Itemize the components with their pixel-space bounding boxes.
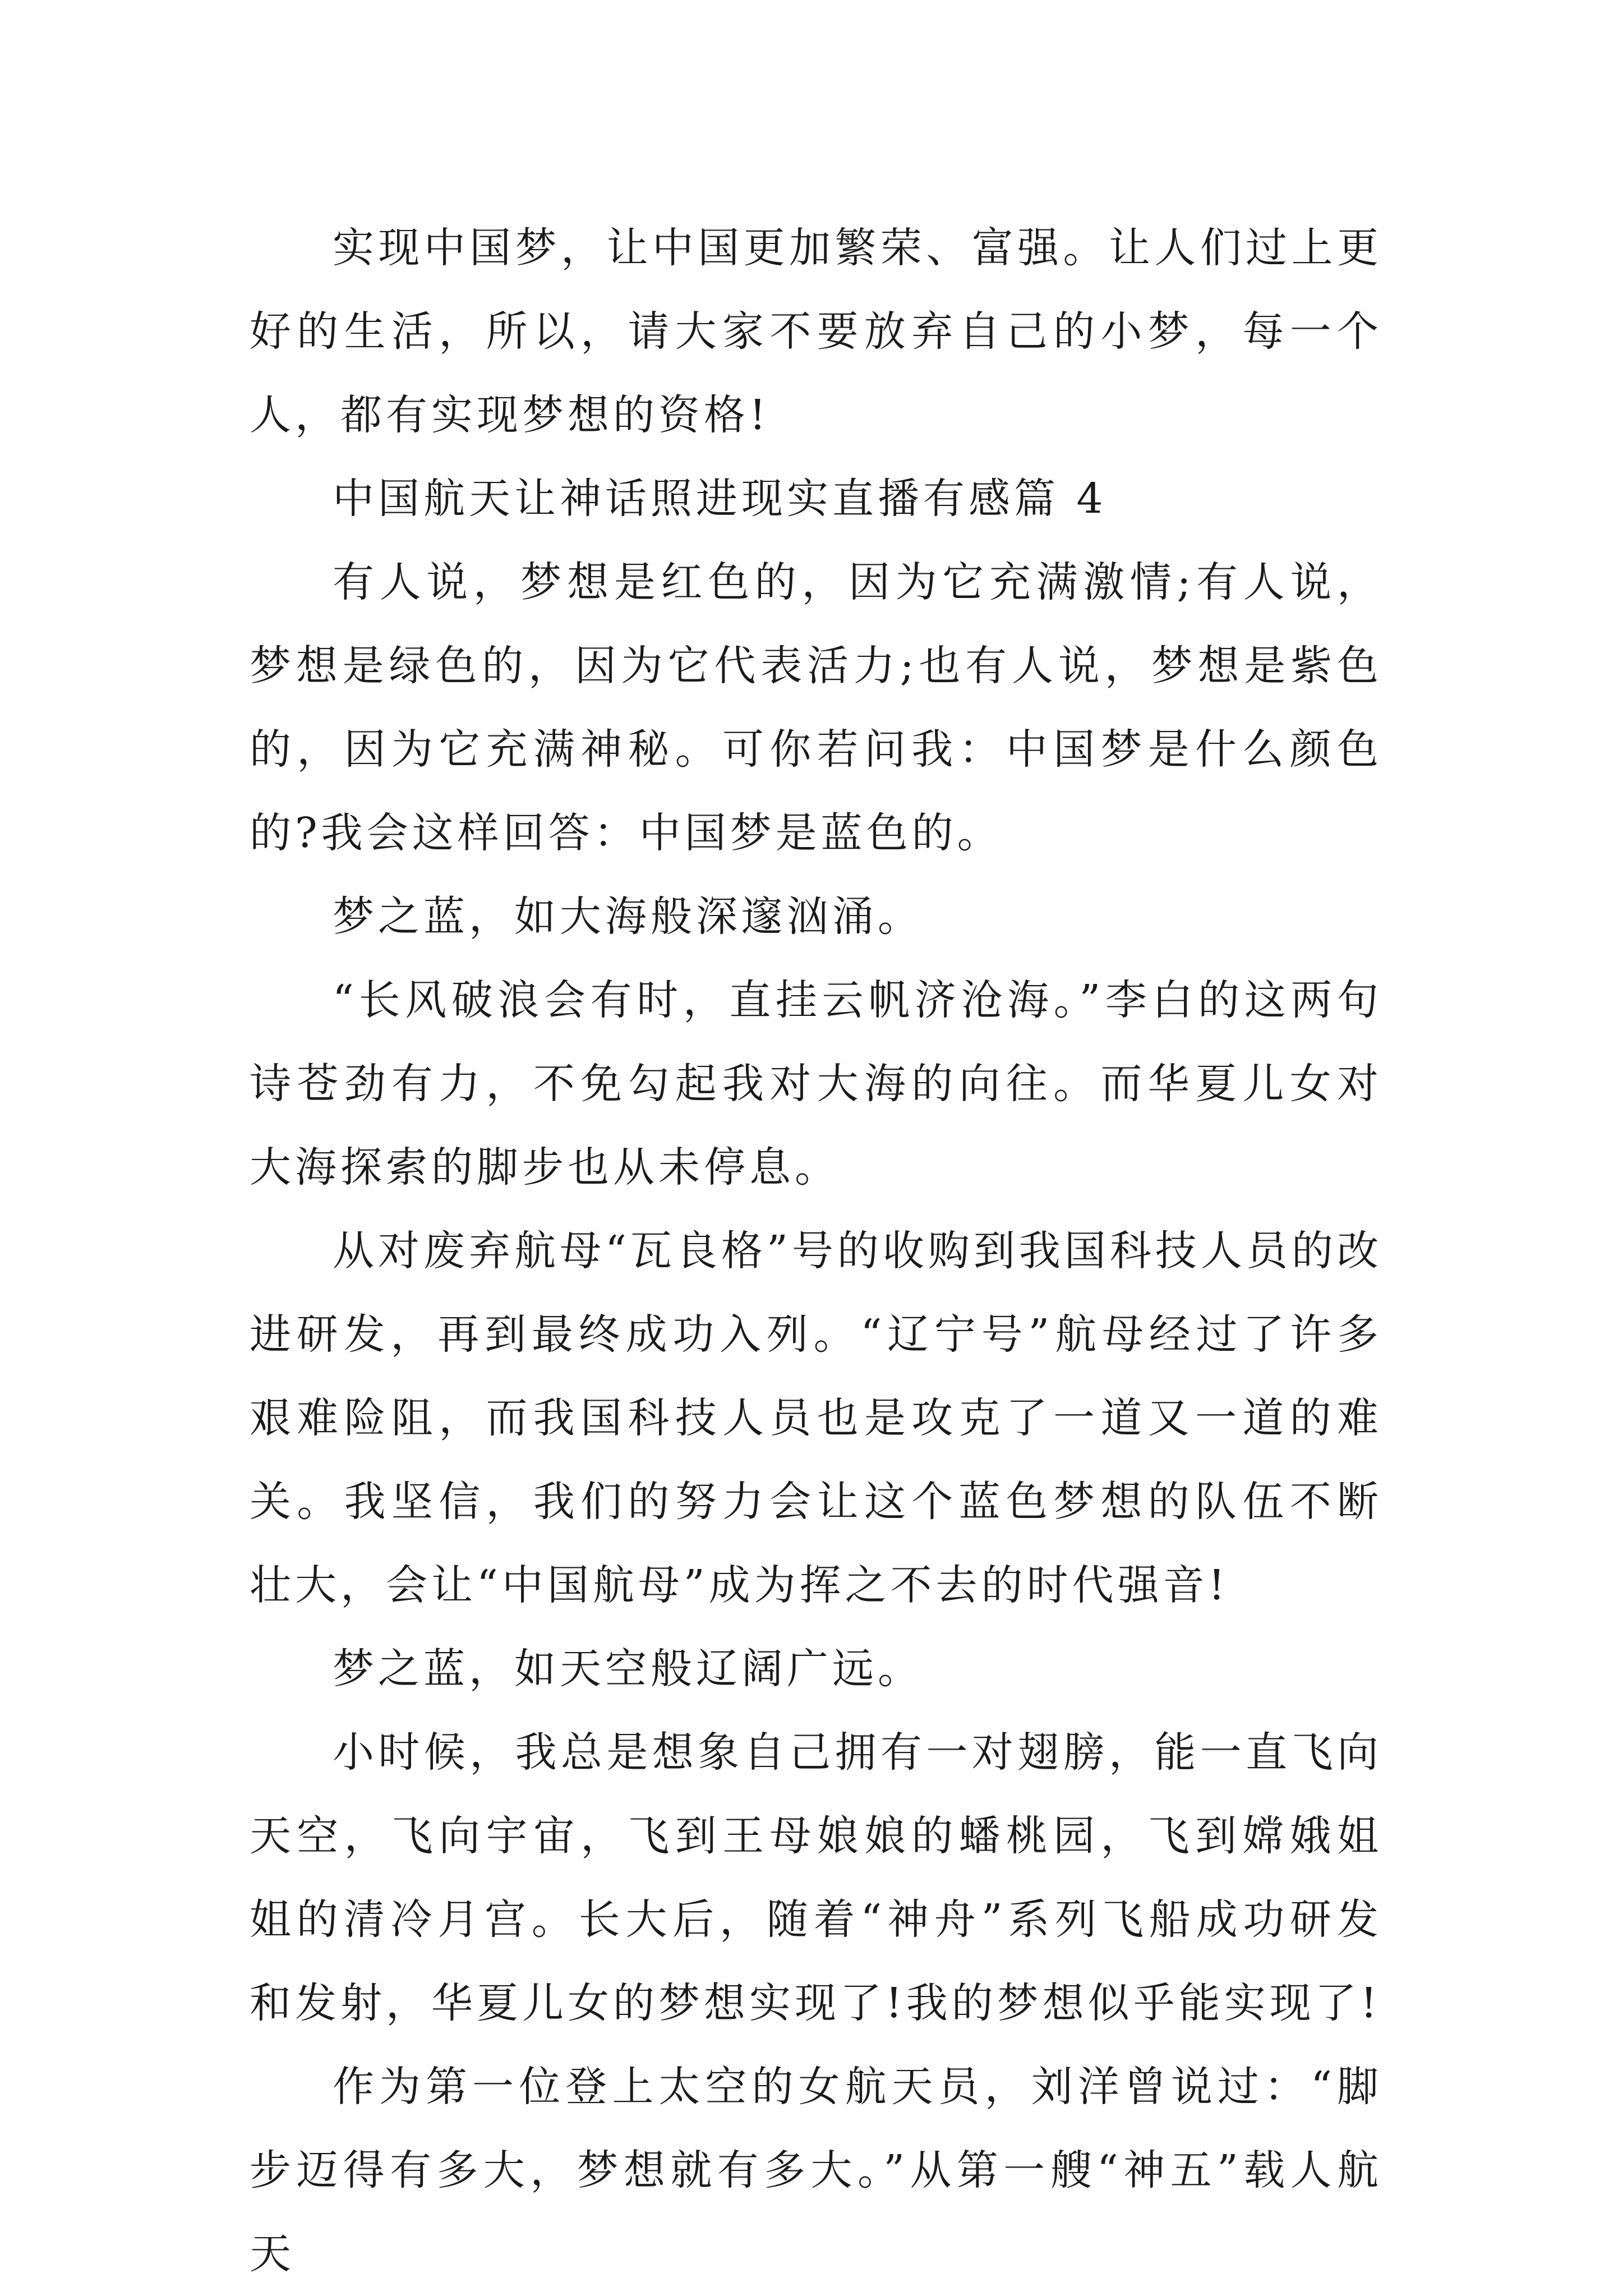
paragraph-dream-colors: 有人说，梦想是红色的，因为它充满激情;有人说，梦想是绿色的，因为它代表活力;也有人说，梦想是紫色的，因为它充满神秘。可你若问我：中国梦是什么颜色的?我会这样回答：中国梦是蓝色的。 (250, 558, 1382, 857)
paragraph-blue-sky: 梦之蓝，如天空般辽阔广远。 (333, 1645, 923, 1693)
document-body (250, 206, 1382, 2296)
section-heading: 中国航天让神话照进现实直播有感篇 4 (333, 475, 1107, 523)
paragraph-chinese-dream: 实现中国梦，让中国更加繁荣、富强。让人们过上更好的生活，所以，请大家不要放弃自己的小梦，每一个人，都有实现梦想的资格! (250, 224, 1382, 439)
paragraph-li-bai-poem: “长风破浪会有时，直挂云帆济沧海。”李白的这两句诗苍劲有力，不免勾起我对大海的向往。而华夏儿女对大海探索的脚步也从未停息。 (250, 976, 1382, 1191)
paragraph-aircraft-carrier: 从对废弃航母“瓦良格”号的收购到我国科技人员的改进研发，再到最终成功入列。“辽宁号”航母经过了许多艰难险阻，而我国科技人员也是攻克了一道又一道的难关。我坚信，我们的努力会让这个蓝色梦想的队伍不断壮大，会让“中国航母”成为挥之不去的时代强音! (250, 1227, 1382, 1609)
paragraph-blue-sea: 梦之蓝，如大海般深邃汹涌。 (333, 892, 923, 941)
paragraph-liu-yang-quote: 作为第一位登上太空的女航天员，刘洋曾说过：“脚步迈得有多大，梦想就有多大。”从第一艘“神五”载人航天 (250, 2063, 1382, 2278)
paragraph-childhood-dream: 小时候，我总是想象自己拥有一对翅膀，能一直飞向天空，飞向宇宙，飞到王母娘娘的蟠桃园，飞到嫦娥姐姐的清冷月宫。长大后，随着“神舟”系列飞船成功研发和发射，华夏儿女的梦想实现了!我的梦想似乎能实现了! (250, 1728, 1382, 2027)
